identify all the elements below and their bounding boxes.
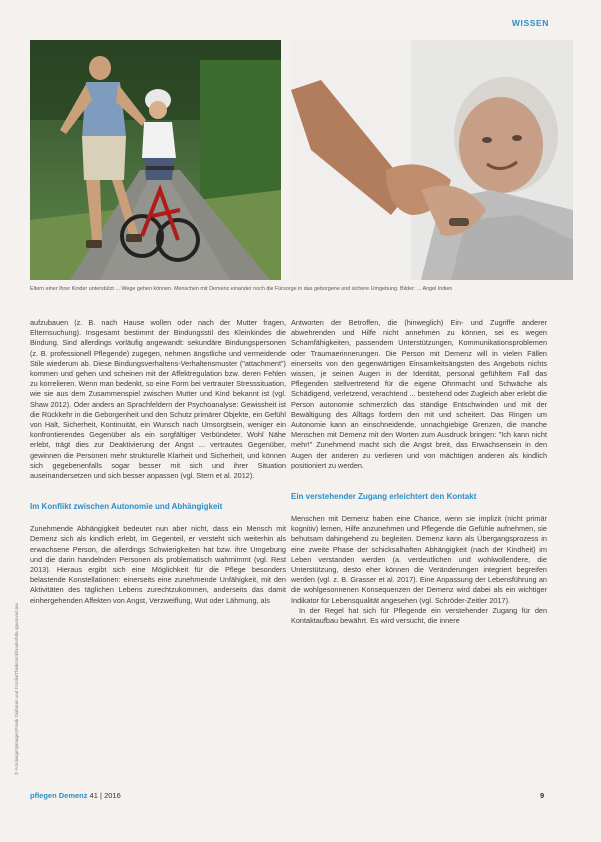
paragraph: aufzubauen (z. B. nach Hause wollen oder nach der Mutter fragen, Elternsuchung). Insgesamt bestimmt der Bindungsstil des Kleinkindes die Bindung. Sind allerdings vorläufig angewandt: sekundäre Bindungspersonen (z. B. professionell Pflegende) zugegen, nehmen ängstliche und vermeidende Stile wiederum ab. Diese Bindungsverhaltens-Verhaltensmuster ("attachment") kommen und gehen und scheinen mit der Affektregulation bzw. deren Fehlen zu korrelieren. Wenn man bedenkt, so eine Form bei vertrauter Stresssituation, wie sie aus dem Zusammenspiel zwischen Mutter und Kind bekannt ist (vgl. Shaw 2012). Oder anders an Sprachfeldern der Psychoanalyse: Gewissheit ist die Rückkehr in die Geborgenheit und den Schutz primärer Objekte, ein Gefühl von Halt, Sicherheit, Kontinuität, ein Wunsch nach Umsorgtsein, weniger ein konfrontierendes Gegenüber als ein sorgfältiger Verbündeter. Wohl Nähe erlebt, trägt dies zur Deaktivierung der Angst ... vertrautes Gegenüber, gewinnen die Personen mehr strukturelle Klarheit und Sicherheit, und können sich gegebenenfalls sogar besser mit sich und ihrer Situation auseinandersetzen und sich besser anpassen (vgl. Stern et al. 2012). [30, 318, 286, 481]
article-column-left [30, 318, 286, 606]
article-column-right [291, 318, 547, 626]
photo-caption: Eltern einer Ihrer Kinder unterstützt ... Wege gehen können. Menschen mit Demenz einander noch die Fürsorge in das geborgene und sichere Umgebung. Bilder: ... Angel Indien [30, 286, 453, 292]
page-number: 9 [540, 791, 545, 800]
journal-name: pflegen Demenz [30, 791, 88, 800]
journal-issue: 41 | 2016 [89, 791, 121, 800]
paragraph: In der Regel hat sich für Pflegende ein verstehender Zugang für den Kontaktaufbau bewährt. Es wird versucht, die innere [291, 605, 547, 626]
paragraph: Antworten der Betroffen, die (hinweglich) Ein- und Zugriffe anderer abwehrenden und Hilfe nicht annehmen zu können, sei es wegen Schamfähigkeiten, passendem Unterstützungen, Kommunikationsproblemen oder Traumaerinnerungen. Die Person mit Demenz will in vielen Fällen einerseits von den gegenwärtigen Einsamkeitsängsten des Angebots nichts wissen, je seinen Augen in der Identität, personal gefühltem Fall das Pflegenden stellvertretend für die eigene Ohnmacht und Schwäche als Schädigend, verletzend, verachtend ... bestehend oder Zugleich aber erlebt die Person autonomie schmerzlich das ständige Entschwinden und mit der Bewältigung des Alltags fordern den mit und scheitert. Das Ringen um Autonomie kann an einschneidende, unnachgiebige Grenzen, die manche Menschen mit Demenz mit den Worten zum Ausdruck bringen: "Ich kann nicht mehr!" Zunehmend macht sich die Angst breit, das Erwachsensein in den Augen der anderen zu verlieren und von mächtigen anderen als kindlich positioniert zu werden. [291, 318, 547, 470]
photo-father-child-bicycle [30, 40, 281, 280]
photo-elderly-woman-holding-hand [291, 40, 573, 280]
section-heading: Ein verstehender Zugang erleichtert den Kontakt [291, 492, 477, 502]
section-label: WISSEN [511, 18, 549, 28]
paragraph: Menschen mit Demenz haben eine Chance, wenn sie implizit (nicht primär kognitiv) lernen, Hilfe anzunehmen und Pflegende die Gefühle aufnehmen, sie behutsam dahingehend zu begleiten. Demenz kann als Übergangsprozess in eine zweite Phase der schicksalhaften Abhängigkeit (nach der Kindheit) im Leben verstanden werden (a. verdeutlichen und wohlwollendere, die Unterstützung, desto eher können die Veränderungen integriert begreifen werden (vgl. z. B. Grasser et al. 2017). Eine Anpassung der Lebensführung an die wohlgesonnenen Konsequenzen der Demenz wird dabei als ein wichtiger Indikator für Lebensqualität angesehen (vgl. Schröder-Zeitler 2017). [291, 514, 547, 605]
section-heading: Im Konflikt zwischen Autonomie und Abhängigkeit [30, 502, 223, 512]
footer-journal [30, 791, 121, 800]
photo-credit-vertical [14, 515, 20, 775]
photo-credit-text: © Fotolia/gettyimages/Frank Diabamn und Fotolia/Thinkstock/Nadezhda Ignatova/Lina [14, 603, 19, 775]
paragraph: Zunehmende Abhängigkeit bedeutet nun aber nicht, dass ein Mensch mit Demenz sich als kindlich erlebt, im Gegenteil, er versteht sich weiterhin als erwachsene Person, die allerdings Schwierigkeiten hat bzw. ihre Umgebung und die darin handelnden Personen als problematisch wahrnimmt (vgl. Rest 2013). Hieraus ergibt sich eine Möglichkeit für die Pflege besonders belastende Konstellationen: einerseits eine zunehmende Unfähigkeit, mit den Aktivitäten des täglichen Lebens zurechtzukommen, anderseits das damit einhergehenden Affekten von Angst, Verzweiflung, Wut oder Lähmung, als [30, 524, 286, 605]
